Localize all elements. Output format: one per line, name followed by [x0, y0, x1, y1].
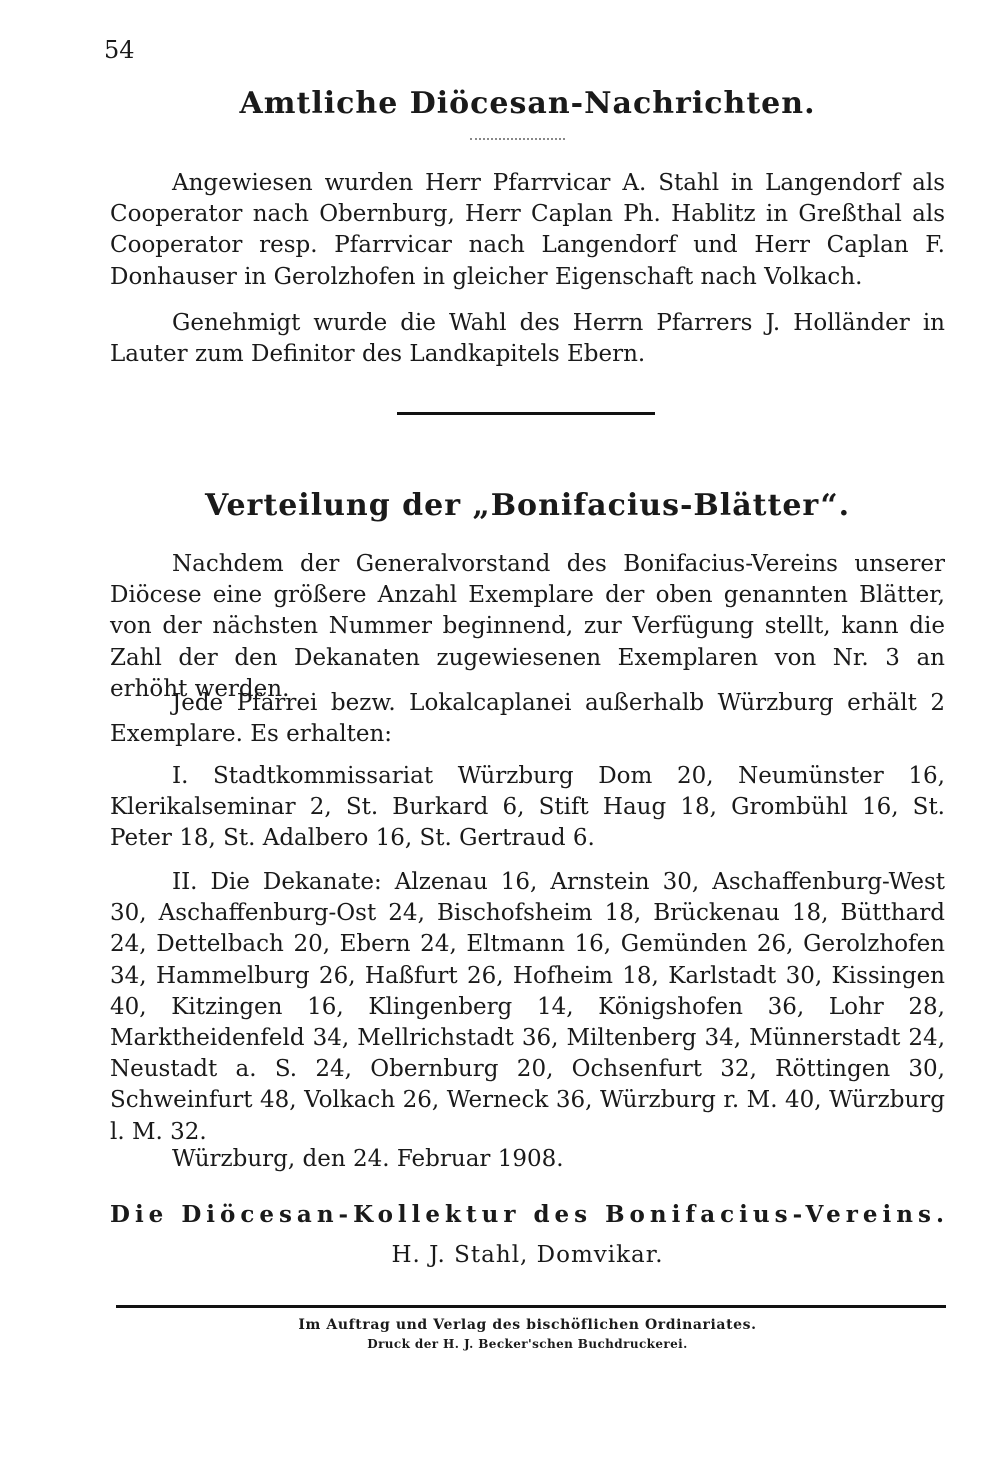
footer-divider: [116, 1305, 946, 1308]
paragraph-intro: Nachdem der Generalvorstand des Bonifacius-Vereins unserer Diöcese eine größere Anzahl Exemplare der oben genannten Blätter, von der nächsten Nummer beginnend, zur Verfügung stellt, kann die Zahl der den Dekanaten zugewiesenen Exemplaren von Nr. 3 an erhöht werden.: [110, 551, 945, 702]
signer-name: H. J. Stahl, Domvikar.: [391, 1242, 664, 1268]
paragraph-city-commissariat: I. Stadtkommissariat Würzburg Dom 20, Neumünster 16, Klerikalseminar 2, St. Burkard 6, Stift Haug 18, Grombühl 16, St. Peter 18, St. Adalbero 16, St. Gertraud 6.: [110, 763, 945, 852]
signature-organization: Die Diöcesan-Kollektur des Bonifacius-Vereins.: [110, 1201, 949, 1228]
section-title-official-news: Amtliche Diöcesan-Nachrichten.: [239, 86, 816, 121]
section-divider: [397, 412, 655, 415]
paragraph-assignments: Angewiesen wurden Herr Pfarrvicar A. Stahl in Langendorf als Cooperator nach Obernburg, Herr Caplan Ph. Hablitz in Greßthal als Cooperator resp. Pfarrvicar nach Langendorf und Herr Caplan F. Donhauser in Gerolzhofen in gleicher Eigenschaft nach Volkach.: [110, 170, 945, 290]
imprint-publisher: Im Auftrag und Verlag des bischöflichen Ordinariates.: [298, 1317, 757, 1333]
paragraph-allocation-rule: Jede Pfarrei bezw. Lokalcaplanei außerhalb Würzburg erhält 2 Exemplare. Es erhalten:: [110, 690, 945, 748]
page-number: 54: [104, 36, 135, 64]
paragraph-approval: Genehmigt wurde die Wahl des Herrn Pfarrers J. Holländer in Lauter zum Definitor des Landkapitels Ebern.: [110, 310, 945, 368]
ornament-divider: [470, 138, 565, 146]
section-title-distribution: Verteilung der „Bonifacius-Blätter“.: [204, 488, 851, 523]
imprint-printer: Druck der H. J. Becker'schen Buchdruckerei.: [367, 1337, 688, 1351]
dateline: Würzburg, den 24. Februar 1908.: [172, 1146, 564, 1172]
paragraph-deaneries: II. Die Dekanate: Alzenau 16, Arnstein 30, Aschaffenburg-West 30, Aschaffenburg-Ost 24, Bischofsheim 18, Brückenau 18, Bütthard 24, Dettelbach 20, Ebern 24, Eltmann 16, Gemünden 26, Gerolzhofen 34, Hammelburg 26, Haßfurt 26, Hofheim 18, Karlstadt 30, Kissingen 40, Kitzingen 16, Klingenberg 14, Königshofen 36, Lohr 28, Marktheidenfeld 34, Mellrichstadt 36, Miltenberg 34, Münnerstadt 24, Neustadt a. S. 24, Obernburg 20, Ochsenfurt 32, Röttingen 30, Schweinfurt 48, Volkach 26, Werneck 36, Würzburg r. M. 40, Würzburg l. M. 32.: [110, 869, 945, 1145]
